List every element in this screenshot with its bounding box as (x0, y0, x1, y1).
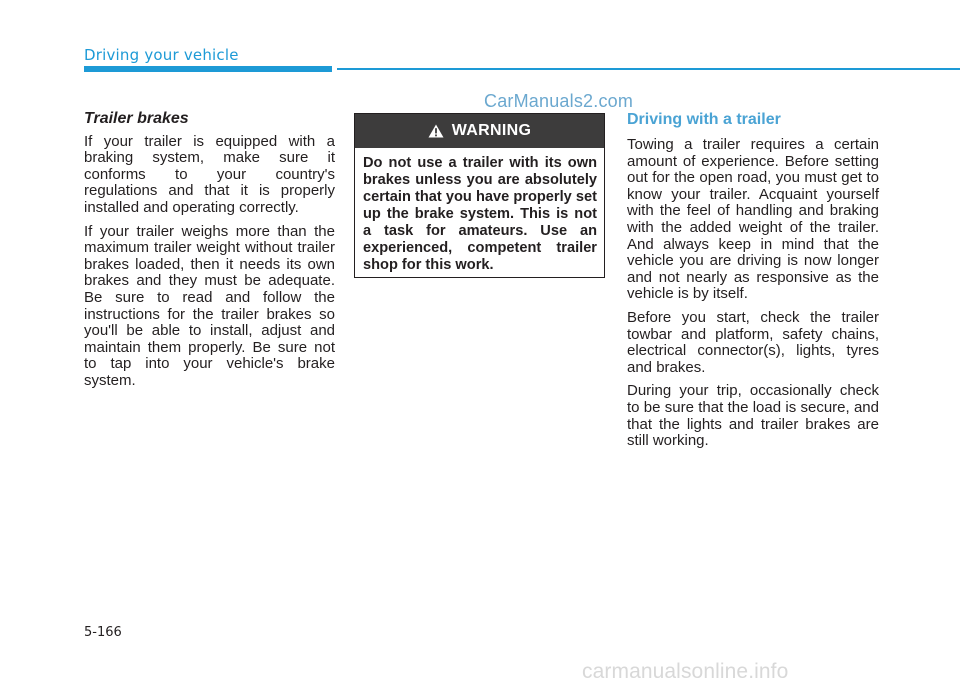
warning-triangle-icon (428, 124, 444, 138)
left-column (84, 111, 335, 397)
warning-text: Do not use a trailer with its own brakes unless you are absolutely certain that you have properly set up the brake system. This is not a task for amateurs. Use an experienced, competent trailer shop for this work. (363, 155, 597, 273)
watermark-bottom: carmanualsonline.info (582, 660, 789, 683)
header-rule-thick (84, 66, 332, 72)
warning-label: WARNING (451, 122, 532, 139)
right-paragraph-2: Before you start, check the trailer towbar and platform, safety chains, electrical connector(s), lights, tyres and brakes. (627, 308, 879, 376)
driving-with-trailer-heading: Driving with a trailer (627, 111, 781, 128)
left-paragraph-2: If your trailer weighs more than the maximum trailer weight without trailer brakes loaded, then it needs its own brakes and they must be adequate. Be sure to read and follow the instructions for the trailer brakes so you'll be able to install, adjust and maintain them properly. Be sure not to tap into your vehicle's brake system. (84, 222, 335, 389)
warning-box (354, 113, 605, 278)
right-column (627, 111, 879, 457)
header-rule-thin (337, 68, 960, 70)
left-paragraph-1: If your trailer is equipped with a braking system, make sure it conforms to your country's regulations and that it is properly installed and operating correctly. (84, 132, 335, 216)
right-paragraph-3: During your trip, occasionally check to be sure that the load is secure, and that the lights and trailer brakes are still working. (627, 382, 879, 450)
section-title: Driving your vehicle (84, 46, 239, 64)
warning-header (355, 114, 604, 148)
right-paragraph-1: Towing a trailer requires a certain amount of experience. Before setting out for the open road, you must get to know your trailer. Acquaint yourself with the feel of handling and braking with the added weight of the trailer. And always keep in mind that the vehicle you are driving is now longer and not nearly as responsive as the vehicle is by itself. (627, 136, 879, 303)
trailer-brakes-heading: Trailer brakes (84, 110, 189, 127)
watermark-top: CarManuals2.com (484, 91, 634, 111)
page-number: 5-166 (84, 625, 122, 640)
